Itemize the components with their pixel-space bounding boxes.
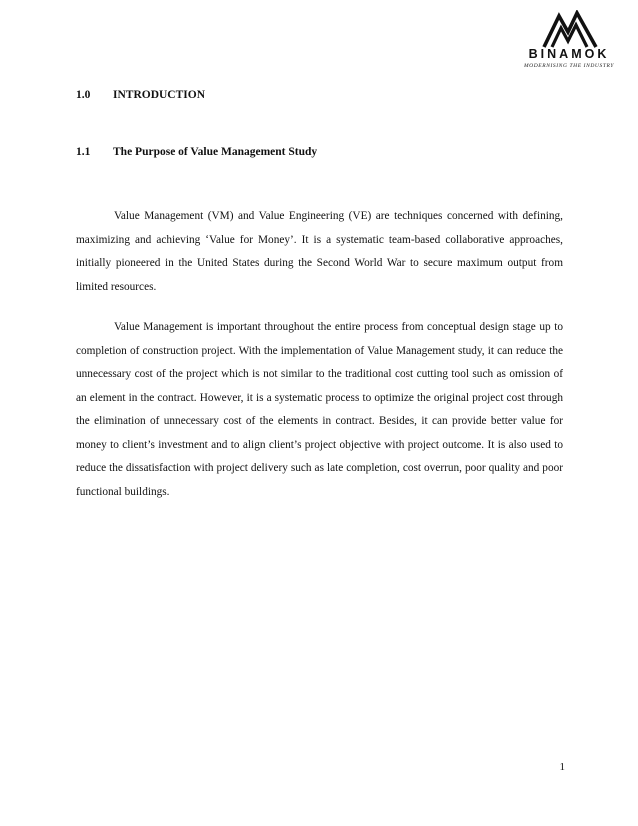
logo-tagline: MODERNISING THE INDUSTRY: [523, 63, 615, 69]
section-number: 1.1: [76, 146, 91, 158]
section-title: INTRODUCTION: [113, 89, 206, 101]
body-paragraph-1: Value Management (VM) and Value Engineering (VE) are techniques concerned with defining, maximizing and achieving ‘Value for Money’. It is a systematic team-based collaborative approaches, initially pioneered in the United States during the Second World War to secure maximum output from limited resources.: [76, 210, 563, 293]
body-paragraph-2: Value Management is important throughout the entire process from conceptual design stage up to completion of construction project. With the implementation of Value Management study, it can reduce the unnecessary cost of the project which is not similar to the traditional cost cutting tool such as omission of an element in the contract. However, it is a systematic process to optimize the original project cost through the elimination of unnecessary cost of the elements in contract. Besides, it can provide better value for money to client’s investment and to align client’s project objective with project outcome. It is also used to reduce the dissatisfaction with project delivery such as late completion, cost overrun, poor quality and poor functional buildings.: [76, 321, 563, 498]
company-logo: [516, 10, 622, 72]
page-number: 1: [559, 761, 565, 773]
mountain-logo-icon: [542, 10, 598, 48]
section-number: 1.0: [76, 89, 91, 101]
section-title: The Purpose of Value Management Study: [113, 146, 318, 158]
section-heading-purpose: [76, 146, 376, 162]
section-heading-introduction: [76, 89, 276, 105]
logo-name: BINAMOK: [528, 47, 610, 61]
